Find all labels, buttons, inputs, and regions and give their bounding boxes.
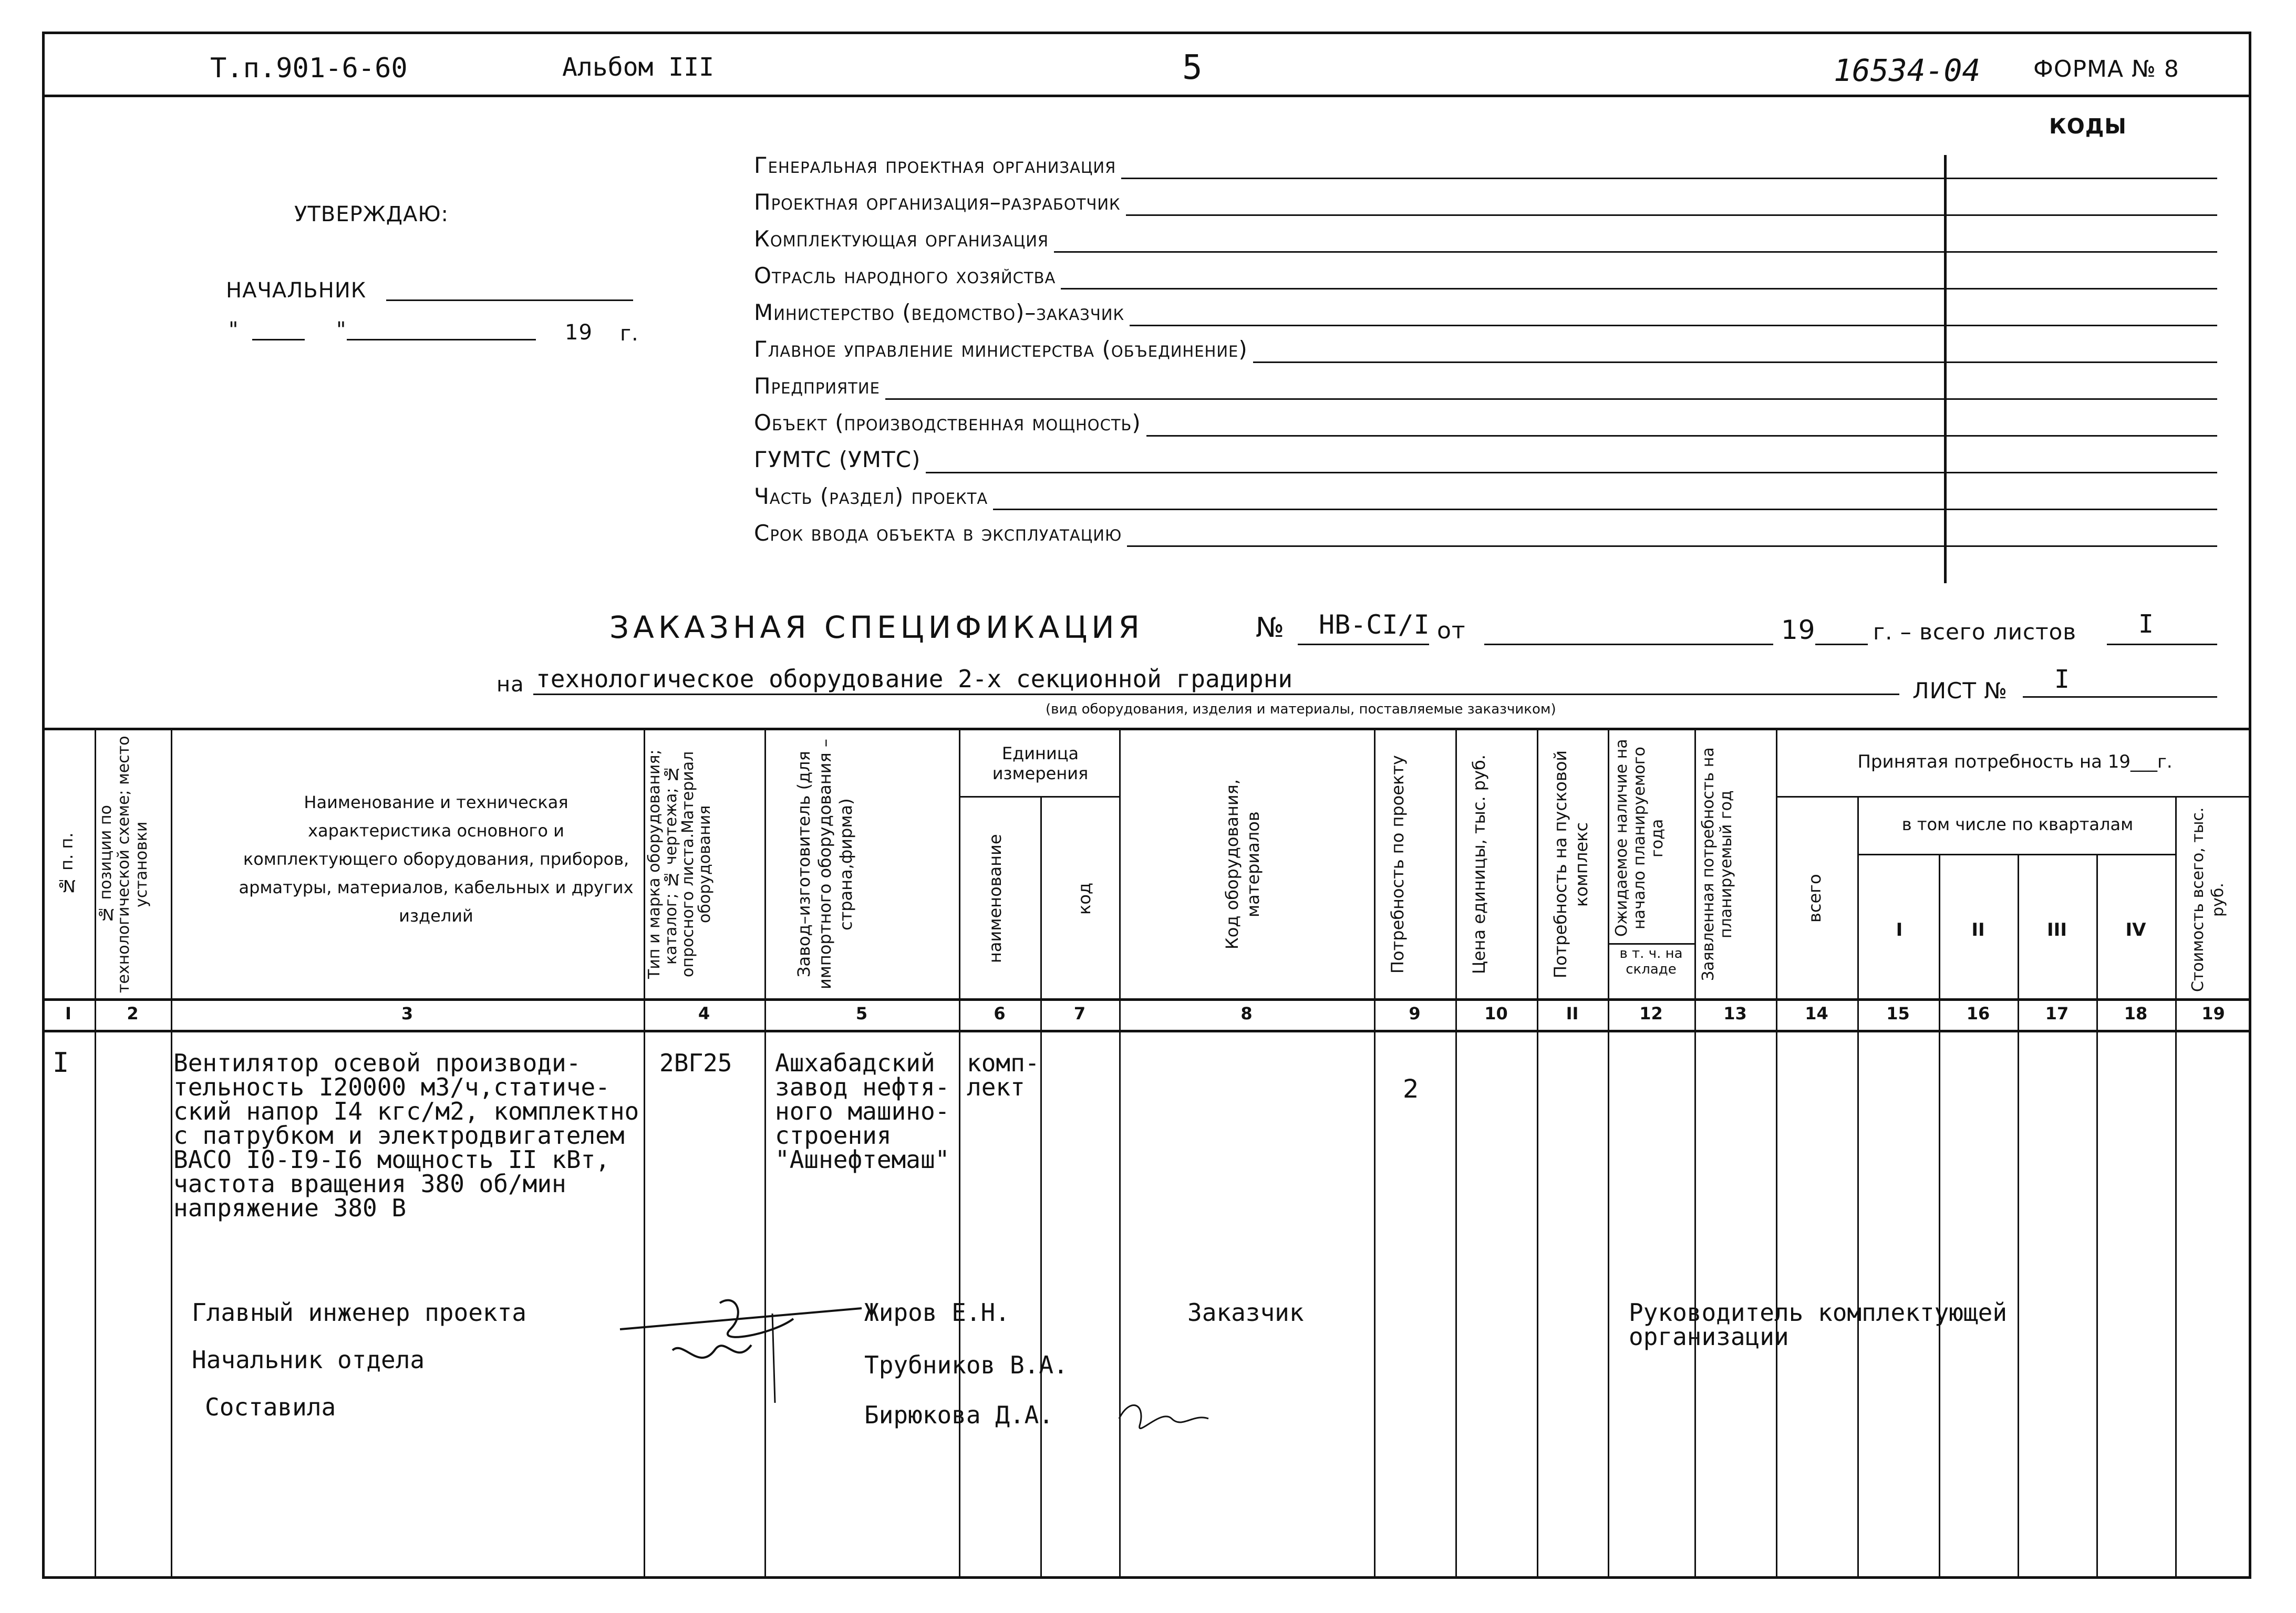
column-number: 9 [1409, 1004, 1421, 1023]
col-8-header: Код оборудования, материалов [1222, 779, 1263, 950]
org-field-label: Министерство (ведомство)–заказчик [754, 299, 1125, 325]
column-number: 15 [1886, 1004, 1910, 1023]
spec-number-label: № [1256, 612, 1285, 644]
col-13-header: Заявленная потребность на планируемый год [1699, 747, 1735, 981]
chief-signature-line [386, 299, 633, 301]
org-field-line [926, 472, 2217, 473]
row-item-qty: 2 [1403, 1074, 1419, 1104]
chief-engineer-label: Главный инженер проекта [192, 1298, 526, 1327]
stock-divider [1608, 943, 1694, 945]
org-field-label: Часть (раздел) проекта [754, 483, 988, 509]
accepted-group-divider [1776, 796, 2251, 798]
year-suffix: г. [620, 322, 639, 346]
col-14-header: всего [1805, 874, 1825, 923]
project-ref: Т.п.901-6-60 [210, 53, 408, 84]
codes-label: КОДЫ [2049, 115, 2127, 139]
quarters-group-header: в том числе по кварталам [1901, 814, 2134, 834]
org-field-line [993, 509, 2217, 510]
column-divider [1374, 728, 1375, 1579]
org-field-label: Генеральная проектная организация [754, 152, 1116, 178]
column-divider [2175, 796, 2177, 1579]
column-divider [1119, 728, 1121, 1579]
column-number: II [1566, 1004, 1579, 1023]
column-divider [959, 728, 960, 1579]
row-item-type: 2ВГ25 [659, 1049, 732, 1077]
dept-head-name: Трубников В.А. [864, 1351, 1068, 1379]
chief-engineer-name: Жиров Е.Н. [864, 1298, 1010, 1327]
column-number: 14 [1805, 1004, 1828, 1023]
form-number: ФОРМА № 8 [2033, 56, 2179, 82]
day-line [252, 339, 305, 340]
accepted-group-header: Принятая потребность на 19___г. [1857, 751, 2173, 772]
org-field-line [1121, 178, 2217, 179]
column-number: 3 [401, 1004, 413, 1023]
column-divider [95, 728, 96, 1579]
sheet-no-line [2023, 696, 2217, 698]
q2-header: II [1971, 919, 1985, 940]
codes-divider [1944, 155, 1947, 583]
spec-year-line [1815, 644, 1868, 645]
column-number: 12 [1639, 1004, 1663, 1023]
signature-scribble-1 [615, 1282, 867, 1419]
column-number: 5 [855, 1004, 868, 1023]
compiled-name: Бирюкова Д.А. [864, 1401, 1054, 1429]
org-field-label: Комплектующая организация [754, 226, 1049, 252]
org-field-label: ГУМТС (УМТС) [754, 447, 921, 472]
org-field-line [885, 398, 2217, 400]
unit-group-header: Единица измерения [992, 743, 1089, 783]
column-number: 7 [1073, 1004, 1086, 1023]
chief-label: НАЧАЛЬНИК [226, 278, 367, 303]
org-field-line [1061, 288, 2217, 289]
page-number: 5 [1182, 48, 1203, 87]
signature-scribble-2 [1114, 1387, 1219, 1450]
column-divider [1857, 796, 1859, 1579]
column-number: 18 [2124, 1004, 2148, 1023]
spec-from-label: от [1437, 617, 1466, 644]
column-divider [2018, 854, 2019, 1579]
row-item-maker: Ашхабадский завод нефтя- ного машино- строения "Ашнефтемаш" [775, 1049, 950, 1174]
col-3-header: Наименование и техническая характеристика основного и комплектующего оборудования, приборов, арматуры, материалов, кабельных и других изделий [239, 792, 634, 926]
org-field-line [1253, 361, 2217, 363]
column-divider [1455, 728, 1457, 1579]
spec-total-sheets: I [2138, 609, 2154, 639]
org-field-line [1130, 325, 2217, 326]
column-number-top [42, 998, 2251, 1001]
col-12-stock-header: в т. ч. на складе [1619, 946, 1683, 977]
spec-subject-hint: (вид оборудования, изделия и материалы, поставляемые заказчиком) [1046, 701, 1556, 717]
column-divider [1608, 728, 1609, 1579]
dept-head-label: Начальник отдела [192, 1346, 425, 1374]
month-line [347, 339, 536, 340]
col-11-header: Потребность на пусковой комплекс [1550, 750, 1591, 979]
row-no: I [53, 1047, 69, 1079]
q4-header: IV [2125, 919, 2146, 940]
album-label: Альбом III [562, 53, 714, 82]
spec-date-line [1484, 644, 1773, 645]
org-field-line [1127, 545, 2217, 547]
column-number: 19 [2201, 1004, 2225, 1023]
org-field-line [1146, 435, 2217, 437]
column-divider [1040, 796, 1042, 1579]
col-19-header: Стоимость всего, тыс. руб. [2189, 807, 2227, 992]
col-7-header: код [1074, 882, 1094, 915]
spec-number: НВ-СI/I [1319, 609, 1430, 640]
column-number: 17 [2045, 1004, 2069, 1023]
spec-total-line [2107, 644, 2217, 645]
supplier-head-label: Руководитель комплектующей организации [1629, 1298, 2008, 1351]
org-field-line [1126, 214, 2217, 216]
spec-title: ЗАКАЗНАЯ СПЕЦИФИКАЦИЯ [609, 609, 1144, 645]
org-field-label: Срок ввода объекта в эксплуатацию [754, 520, 1122, 546]
row-item-name: Вентилятор осевой производи- тельность I20000 м3/ч,статиче- ский напор I4 кгс/м2, комплектно с патрубком и электродвигателем ВАСО I0-I9-I6 мощность II кВт, частота вращения 380 об/мин напряжение 380 В [173, 1049, 639, 1222]
q3-header: III [2047, 919, 2067, 940]
org-field-label: Отрасль народного хозяйства [754, 263, 1056, 288]
column-number: 8 [1240, 1004, 1253, 1023]
spec-subject: технологическое оборудование 2-х секционной градирни [536, 665, 1293, 693]
col-1-header: № п. п. [57, 832, 77, 896]
spec-number-line [1298, 644, 1429, 645]
row-item-unit: комп- лект [967, 1049, 1040, 1101]
col-9-header: Потребность по проекту [1388, 755, 1408, 974]
column-divider [2096, 854, 2098, 1579]
date-quote-open: " [229, 318, 239, 342]
spec-year-label: 19 [1781, 615, 1816, 645]
sheet-no: I [2054, 665, 2070, 694]
column-number-bottom [42, 1030, 2251, 1032]
column-number: 4 [698, 1004, 710, 1023]
column-number: 6 [994, 1004, 1006, 1023]
year-prefix: 19 [565, 320, 593, 345]
col-2-header: № позиции по технологической схеме; место установки [97, 736, 151, 993]
column-number: 16 [1966, 1004, 1990, 1023]
col-6-header: наименование [985, 834, 1005, 963]
col-4-header: Тип и марка оборудования; каталог; № чертежа; № опросного листа.Материал оборудования [645, 749, 714, 979]
header-divider [42, 95, 2251, 97]
column-number: 2 [127, 1004, 139, 1023]
column-divider [1537, 728, 1538, 1579]
column-divider [1939, 854, 1940, 1579]
unit-group-divider [959, 796, 1119, 798]
spec-subject-line [533, 694, 1899, 695]
col-5-header: Завод–изготовитель (для импортного оборудования –страна,фирма) [794, 739, 856, 990]
compiled-label: Составила [205, 1393, 336, 1421]
column-number: I [65, 1004, 71, 1023]
spec-total-label: г. – всего листов [1873, 619, 2077, 645]
q1-header: I [1896, 919, 1903, 940]
doc-code: 16534-04 [1834, 53, 1981, 88]
col-12-header: Ожидаемое наличие на начало планируемого года [1612, 739, 1667, 937]
org-field-label: Предприятие [754, 373, 880, 399]
approve-label: УТВЕРЖДАЮ: [294, 202, 449, 226]
spec-on-label: на [497, 673, 524, 697]
customer-label: Заказчик [1187, 1298, 1304, 1327]
column-number: 10 [1484, 1004, 1508, 1023]
org-field-label: Главное управление министерства (объединение) [754, 336, 1248, 362]
col-10-header: Цена единицы, тыс. руб. [1469, 754, 1489, 974]
column-divider [1776, 728, 1777, 1579]
column-divider [171, 728, 172, 1579]
column-number: 13 [1723, 1004, 1747, 1023]
column-divider [1694, 728, 1696, 1579]
sheet-no-label: ЛИСТ № [1912, 678, 2008, 704]
org-field-label: Объект (производственная мощность) [754, 410, 1141, 436]
table-top-border [42, 728, 2251, 730]
quarters-group-divider [1857, 854, 2175, 855]
org-field-line [1054, 251, 2217, 253]
column-divider [764, 728, 766, 1579]
org-field-label: Проектная организация–разработчик [754, 189, 1121, 215]
date-quote-close: " [336, 318, 347, 342]
